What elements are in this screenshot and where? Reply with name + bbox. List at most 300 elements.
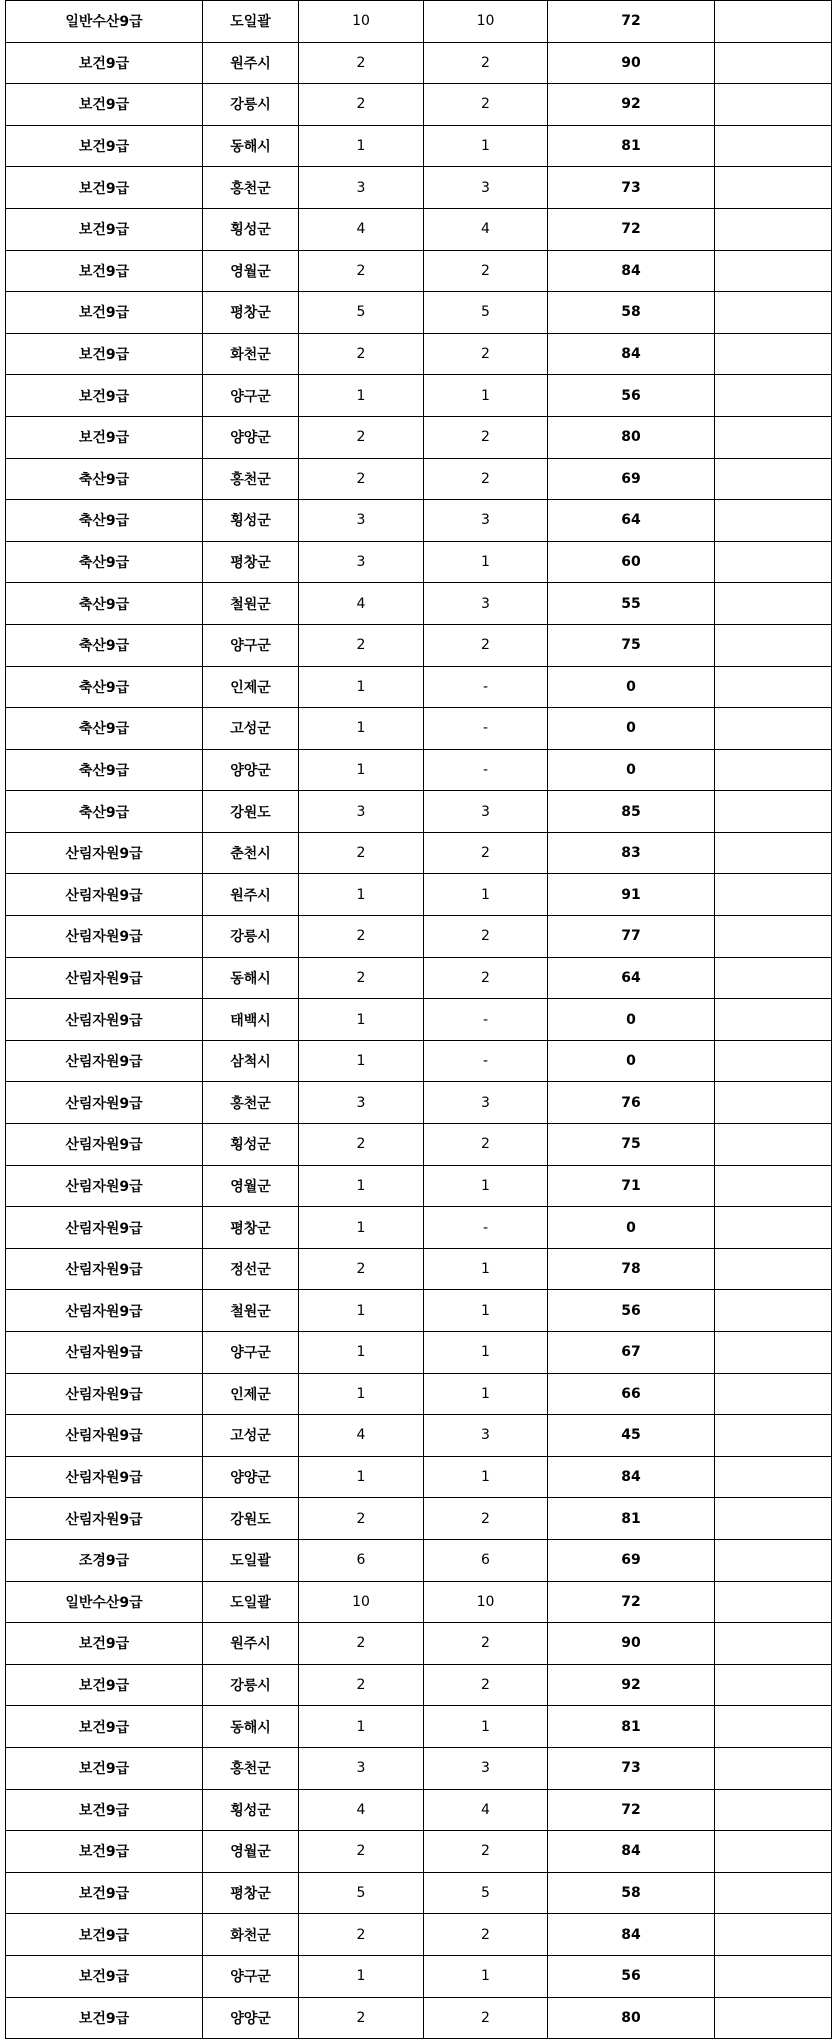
cutoff-score-cell: 58 — [548, 292, 715, 334]
final-count-cell: 5 — [424, 292, 548, 334]
openings-cell: 2 — [299, 624, 424, 666]
note-cell — [715, 624, 832, 666]
note-cell — [715, 1914, 832, 1956]
final-count-cell: - — [424, 1207, 548, 1249]
region-cell: 양구군 — [203, 1955, 299, 1997]
final-count-cell: 2 — [424, 42, 548, 84]
note-cell — [715, 292, 832, 334]
note-cell — [715, 1664, 832, 1706]
job-category-cell: 보건9급 — [6, 375, 203, 417]
cutoff-score-cell: 60 — [548, 541, 715, 583]
table-row — [6, 1623, 832, 1665]
table-row — [6, 1165, 832, 1207]
note-cell — [715, 1706, 832, 1748]
openings-cell: 2 — [299, 916, 424, 958]
region-cell: 평창군 — [203, 1207, 299, 1249]
final-count-cell: 4 — [424, 1789, 548, 1831]
job-category-cell: 산림자원9급 — [6, 916, 203, 958]
openings-cell: 3 — [299, 500, 424, 542]
cutoff-score-cell: 75 — [548, 624, 715, 666]
table-row — [6, 1082, 832, 1124]
region-cell: 홍천군 — [203, 167, 299, 209]
job-category-cell: 보건9급 — [6, 208, 203, 250]
openings-cell: 3 — [299, 1747, 424, 1789]
region-cell: 철원군 — [203, 1290, 299, 1332]
openings-cell: 10 — [299, 1, 424, 43]
table-row — [6, 1747, 832, 1789]
table-row — [6, 1290, 832, 1332]
job-category-cell: 축산9급 — [6, 458, 203, 500]
job-category-cell: 산림자원9급 — [6, 999, 203, 1041]
openings-cell: 4 — [299, 1415, 424, 1457]
table-row — [6, 1955, 832, 1997]
job-category-cell: 일반수산9급 — [6, 1581, 203, 1623]
openings-cell: 1 — [299, 874, 424, 916]
region-cell: 인제군 — [203, 666, 299, 708]
openings-cell: 4 — [299, 1789, 424, 1831]
table-row — [6, 167, 832, 209]
region-cell: 횡성군 — [203, 500, 299, 542]
region-cell: 횡성군 — [203, 1124, 299, 1166]
openings-cell: 1 — [299, 708, 424, 750]
job-category-cell: 보건9급 — [6, 1872, 203, 1914]
cutoff-score-cell: 83 — [548, 832, 715, 874]
openings-cell: 1 — [299, 999, 424, 1041]
table-row — [6, 1539, 832, 1581]
region-cell: 인제군 — [203, 1373, 299, 1415]
region-cell: 동해시 — [203, 957, 299, 999]
note-cell — [715, 1124, 832, 1166]
note-cell — [715, 250, 832, 292]
final-count-cell: 1 — [424, 1165, 548, 1207]
openings-cell: 2 — [299, 416, 424, 458]
region-cell: 강릉시 — [203, 1664, 299, 1706]
cutoff-score-cell: 84 — [548, 1914, 715, 1956]
final-count-cell: - — [424, 666, 548, 708]
openings-cell: 2 — [299, 1248, 424, 1290]
job-category-cell: 보건9급 — [6, 250, 203, 292]
table-row — [6, 583, 832, 625]
openings-cell: 1 — [299, 1955, 424, 1997]
job-category-cell: 산림자원9급 — [6, 1207, 203, 1249]
table-row — [6, 1332, 832, 1374]
final-count-cell: 1 — [424, 1290, 548, 1332]
table-row — [6, 250, 832, 292]
region-cell: 홍천군 — [203, 458, 299, 500]
region-cell: 양양군 — [203, 1456, 299, 1498]
region-cell: 양양군 — [203, 749, 299, 791]
table-row — [6, 666, 832, 708]
table-row — [6, 1207, 832, 1249]
table-row — [6, 916, 832, 958]
cutoff-score-cell: 84 — [548, 1456, 715, 1498]
cutoff-score-cell: 91 — [548, 874, 715, 916]
table-row — [6, 208, 832, 250]
openings-cell: 4 — [299, 583, 424, 625]
note-cell — [715, 333, 832, 375]
note-cell — [715, 832, 832, 874]
cutoff-score-cell: 0 — [548, 999, 715, 1041]
cutoff-score-cell: 0 — [548, 749, 715, 791]
job-category-cell: 산림자원9급 — [6, 1332, 203, 1374]
table-row — [6, 333, 832, 375]
final-count-cell: 2 — [424, 1997, 548, 2039]
note-cell — [715, 1040, 832, 1082]
cutoff-score-cell: 90 — [548, 42, 715, 84]
cutoff-score-cell: 77 — [548, 916, 715, 958]
region-cell: 양양군 — [203, 1997, 299, 2039]
region-cell: 양구군 — [203, 1332, 299, 1374]
region-cell: 평창군 — [203, 1872, 299, 1914]
final-count-cell: 2 — [424, 1831, 548, 1873]
job-category-cell: 산림자원9급 — [6, 1456, 203, 1498]
note-cell — [715, 1456, 832, 1498]
openings-cell: 1 — [299, 1373, 424, 1415]
job-category-cell: 산림자원9급 — [6, 1415, 203, 1457]
table-row — [6, 1124, 832, 1166]
table-row — [6, 957, 832, 999]
cutoff-score-cell: 0 — [548, 1207, 715, 1249]
job-category-cell: 축산9급 — [6, 583, 203, 625]
note-cell — [715, 916, 832, 958]
table-row — [6, 1997, 832, 2039]
table-row — [6, 1706, 832, 1748]
cutoff-score-cell: 0 — [548, 666, 715, 708]
table-row — [6, 375, 832, 417]
note-cell — [715, 84, 832, 126]
final-count-cell: 2 — [424, 1498, 548, 1540]
job-category-cell: 보건9급 — [6, 416, 203, 458]
cutoff-score-cell: 67 — [548, 1332, 715, 1374]
region-cell: 평창군 — [203, 541, 299, 583]
table-row — [6, 1581, 832, 1623]
table-row — [6, 874, 832, 916]
results-table — [5, 0, 832, 2039]
final-count-cell: 3 — [424, 500, 548, 542]
table-row — [6, 458, 832, 500]
table-row — [6, 500, 832, 542]
cutoff-score-cell: 72 — [548, 1789, 715, 1831]
openings-cell: 1 — [299, 1456, 424, 1498]
job-category-cell: 산림자원9급 — [6, 1373, 203, 1415]
final-count-cell: 2 — [424, 84, 548, 126]
openings-cell: 1 — [299, 1290, 424, 1332]
cutoff-score-cell: 66 — [548, 1373, 715, 1415]
final-count-cell: 1 — [424, 1456, 548, 1498]
job-category-cell: 보건9급 — [6, 1747, 203, 1789]
table-row — [6, 292, 832, 334]
cutoff-score-cell: 84 — [548, 1831, 715, 1873]
openings-cell: 2 — [299, 832, 424, 874]
openings-cell: 2 — [299, 1664, 424, 1706]
cutoff-score-cell: 71 — [548, 1165, 715, 1207]
note-cell — [715, 791, 832, 833]
final-count-cell: 3 — [424, 1415, 548, 1457]
cutoff-score-cell: 92 — [548, 1664, 715, 1706]
note-cell — [715, 666, 832, 708]
note-cell — [715, 1831, 832, 1873]
region-cell: 양구군 — [203, 375, 299, 417]
note-cell — [715, 1997, 832, 2039]
table-row — [6, 125, 832, 167]
final-count-cell: 2 — [424, 333, 548, 375]
note-cell — [715, 957, 832, 999]
region-cell: 태백시 — [203, 999, 299, 1041]
job-category-cell: 보건9급 — [6, 1831, 203, 1873]
region-cell: 영월군 — [203, 250, 299, 292]
job-category-cell: 산림자원9급 — [6, 957, 203, 999]
final-count-cell: 5 — [424, 1872, 548, 1914]
note-cell — [715, 1747, 832, 1789]
openings-cell: 1 — [299, 1165, 424, 1207]
region-cell: 삼척시 — [203, 1040, 299, 1082]
final-count-cell: 1 — [424, 375, 548, 417]
cutoff-score-cell: 75 — [548, 1124, 715, 1166]
job-category-cell: 축산9급 — [6, 749, 203, 791]
note-cell — [715, 458, 832, 500]
openings-cell: 2 — [299, 1124, 424, 1166]
region-cell: 화천군 — [203, 333, 299, 375]
openings-cell: 1 — [299, 1706, 424, 1748]
final-count-cell: - — [424, 1040, 548, 1082]
final-count-cell: 1 — [424, 125, 548, 167]
job-category-cell: 보건9급 — [6, 1706, 203, 1748]
cutoff-score-cell: 56 — [548, 375, 715, 417]
region-cell: 동해시 — [203, 125, 299, 167]
region-cell: 영월군 — [203, 1165, 299, 1207]
cutoff-score-cell: 45 — [548, 1415, 715, 1457]
note-cell — [715, 1581, 832, 1623]
final-count-cell: 1 — [424, 1706, 548, 1748]
region-cell: 원주시 — [203, 42, 299, 84]
note-cell — [715, 749, 832, 791]
final-count-cell: 3 — [424, 791, 548, 833]
note-cell — [715, 999, 832, 1041]
cutoff-score-cell: 81 — [548, 125, 715, 167]
table-row — [6, 1415, 832, 1457]
cutoff-score-cell: 56 — [548, 1290, 715, 1332]
note-cell — [715, 1623, 832, 1665]
final-count-cell: 3 — [424, 1747, 548, 1789]
table-row — [6, 84, 832, 126]
cutoff-score-cell: 73 — [548, 167, 715, 209]
final-count-cell: - — [424, 999, 548, 1041]
final-count-cell: 3 — [424, 167, 548, 209]
cutoff-score-cell: 58 — [548, 1872, 715, 1914]
job-category-cell: 산림자원9급 — [6, 1124, 203, 1166]
table-row — [6, 1789, 832, 1831]
table-row — [6, 624, 832, 666]
openings-cell: 5 — [299, 1872, 424, 1914]
job-category-cell: 산림자원9급 — [6, 1290, 203, 1332]
cutoff-score-cell: 84 — [548, 250, 715, 292]
job-category-cell: 보건9급 — [6, 292, 203, 334]
job-category-cell: 축산9급 — [6, 541, 203, 583]
table-row — [6, 1872, 832, 1914]
openings-cell: 2 — [299, 250, 424, 292]
cutoff-score-cell: 55 — [548, 583, 715, 625]
table-row — [6, 749, 832, 791]
table-row — [6, 42, 832, 84]
note-cell — [715, 583, 832, 625]
job-category-cell: 보건9급 — [6, 125, 203, 167]
final-count-cell: 1 — [424, 874, 548, 916]
region-cell: 도일괄 — [203, 1, 299, 43]
region-cell: 강원도 — [203, 1498, 299, 1540]
openings-cell: 2 — [299, 1831, 424, 1873]
final-count-cell: 2 — [424, 624, 548, 666]
table-row — [6, 791, 832, 833]
openings-cell: 1 — [299, 1040, 424, 1082]
final-count-cell: 10 — [424, 1581, 548, 1623]
table-body — [6, 1, 832, 2039]
job-category-cell: 축산9급 — [6, 708, 203, 750]
cutoff-score-cell: 0 — [548, 1040, 715, 1082]
note-cell — [715, 208, 832, 250]
final-count-cell: - — [424, 708, 548, 750]
openings-cell: 2 — [299, 1498, 424, 1540]
final-count-cell: 2 — [424, 832, 548, 874]
note-cell — [715, 1332, 832, 1374]
job-category-cell: 보건9급 — [6, 1955, 203, 1997]
note-cell — [715, 1165, 832, 1207]
final-count-cell: 2 — [424, 1124, 548, 1166]
region-cell: 강릉시 — [203, 84, 299, 126]
note-cell — [715, 1789, 832, 1831]
cutoff-score-cell: 56 — [548, 1955, 715, 1997]
region-cell: 양구군 — [203, 624, 299, 666]
note-cell — [715, 42, 832, 84]
note-cell — [715, 125, 832, 167]
note-cell — [715, 416, 832, 458]
openings-cell: 1 — [299, 1207, 424, 1249]
note-cell — [715, 1290, 832, 1332]
openings-cell: 3 — [299, 167, 424, 209]
note-cell — [715, 1415, 832, 1457]
note-cell — [715, 1539, 832, 1581]
table-row — [6, 416, 832, 458]
final-count-cell: 2 — [424, 250, 548, 292]
job-category-cell: 산림자원9급 — [6, 1082, 203, 1124]
cutoff-score-cell: 72 — [548, 1, 715, 43]
note-cell — [715, 1872, 832, 1914]
final-count-cell: 2 — [424, 1623, 548, 1665]
final-count-cell: 1 — [424, 1248, 548, 1290]
cutoff-score-cell: 76 — [548, 1082, 715, 1124]
final-count-cell: 3 — [424, 583, 548, 625]
region-cell: 횡성군 — [203, 1789, 299, 1831]
openings-cell: 2 — [299, 458, 424, 500]
openings-cell: 3 — [299, 791, 424, 833]
final-count-cell: 1 — [424, 1373, 548, 1415]
job-category-cell: 산림자원9급 — [6, 1248, 203, 1290]
table-row — [6, 1456, 832, 1498]
job-category-cell: 산림자원9급 — [6, 1165, 203, 1207]
job-category-cell: 보건9급 — [6, 1623, 203, 1665]
job-category-cell: 축산9급 — [6, 666, 203, 708]
note-cell — [715, 1248, 832, 1290]
note-cell — [715, 500, 832, 542]
job-category-cell: 일반수산9급 — [6, 1, 203, 43]
openings-cell: 1 — [299, 375, 424, 417]
note-cell — [715, 1207, 832, 1249]
final-count-cell: 2 — [424, 458, 548, 500]
final-count-cell: - — [424, 749, 548, 791]
job-category-cell: 산림자원9급 — [6, 1498, 203, 1540]
final-count-cell: 2 — [424, 916, 548, 958]
cutoff-score-cell: 80 — [548, 416, 715, 458]
job-category-cell: 보건9급 — [6, 84, 203, 126]
final-count-cell: 4 — [424, 208, 548, 250]
table-row — [6, 1248, 832, 1290]
table-row — [6, 1664, 832, 1706]
region-cell: 고성군 — [203, 1415, 299, 1457]
openings-cell: 2 — [299, 42, 424, 84]
cutoff-score-cell: 85 — [548, 791, 715, 833]
table-row — [6, 1040, 832, 1082]
job-category-cell: 산림자원9급 — [6, 874, 203, 916]
openings-cell: 6 — [299, 1539, 424, 1581]
note-cell — [715, 167, 832, 209]
table-row — [6, 1373, 832, 1415]
region-cell: 정선군 — [203, 1248, 299, 1290]
job-category-cell: 보건9급 — [6, 1914, 203, 1956]
openings-cell: 2 — [299, 1997, 424, 2039]
region-cell: 동해시 — [203, 1706, 299, 1748]
cutoff-score-cell: 64 — [548, 957, 715, 999]
table-row — [6, 1914, 832, 1956]
region-cell: 횡성군 — [203, 208, 299, 250]
cutoff-score-cell: 81 — [548, 1706, 715, 1748]
job-category-cell: 보건9급 — [6, 167, 203, 209]
openings-cell: 3 — [299, 541, 424, 583]
cutoff-score-cell: 92 — [548, 84, 715, 126]
table-row — [6, 1831, 832, 1873]
openings-cell: 2 — [299, 957, 424, 999]
job-category-cell: 산림자원9급 — [6, 1040, 203, 1082]
openings-cell: 3 — [299, 1082, 424, 1124]
final-count-cell: 10 — [424, 1, 548, 43]
region-cell: 강원도 — [203, 791, 299, 833]
openings-cell: 5 — [299, 292, 424, 334]
final-count-cell: 1 — [424, 1955, 548, 1997]
final-count-cell: 1 — [424, 541, 548, 583]
job-category-cell: 조경9급 — [6, 1539, 203, 1581]
table-row — [6, 1, 832, 43]
final-count-cell: 2 — [424, 1914, 548, 1956]
cutoff-score-cell: 80 — [548, 1997, 715, 2039]
note-cell — [715, 1, 832, 43]
table-row — [6, 541, 832, 583]
openings-cell: 1 — [299, 1332, 424, 1374]
note-cell — [715, 1373, 832, 1415]
job-category-cell: 축산9급 — [6, 500, 203, 542]
openings-cell: 1 — [299, 666, 424, 708]
final-count-cell: 6 — [424, 1539, 548, 1581]
cutoff-score-cell: 78 — [548, 1248, 715, 1290]
cutoff-score-cell: 84 — [548, 333, 715, 375]
region-cell: 영월군 — [203, 1831, 299, 1873]
note-cell — [715, 1955, 832, 1997]
region-cell: 홍천군 — [203, 1082, 299, 1124]
region-cell: 원주시 — [203, 1623, 299, 1665]
job-category-cell: 보건9급 — [6, 1664, 203, 1706]
table-row — [6, 708, 832, 750]
cutoff-score-cell: 81 — [548, 1498, 715, 1540]
openings-cell: 10 — [299, 1581, 424, 1623]
region-cell: 철원군 — [203, 583, 299, 625]
note-cell — [715, 1498, 832, 1540]
